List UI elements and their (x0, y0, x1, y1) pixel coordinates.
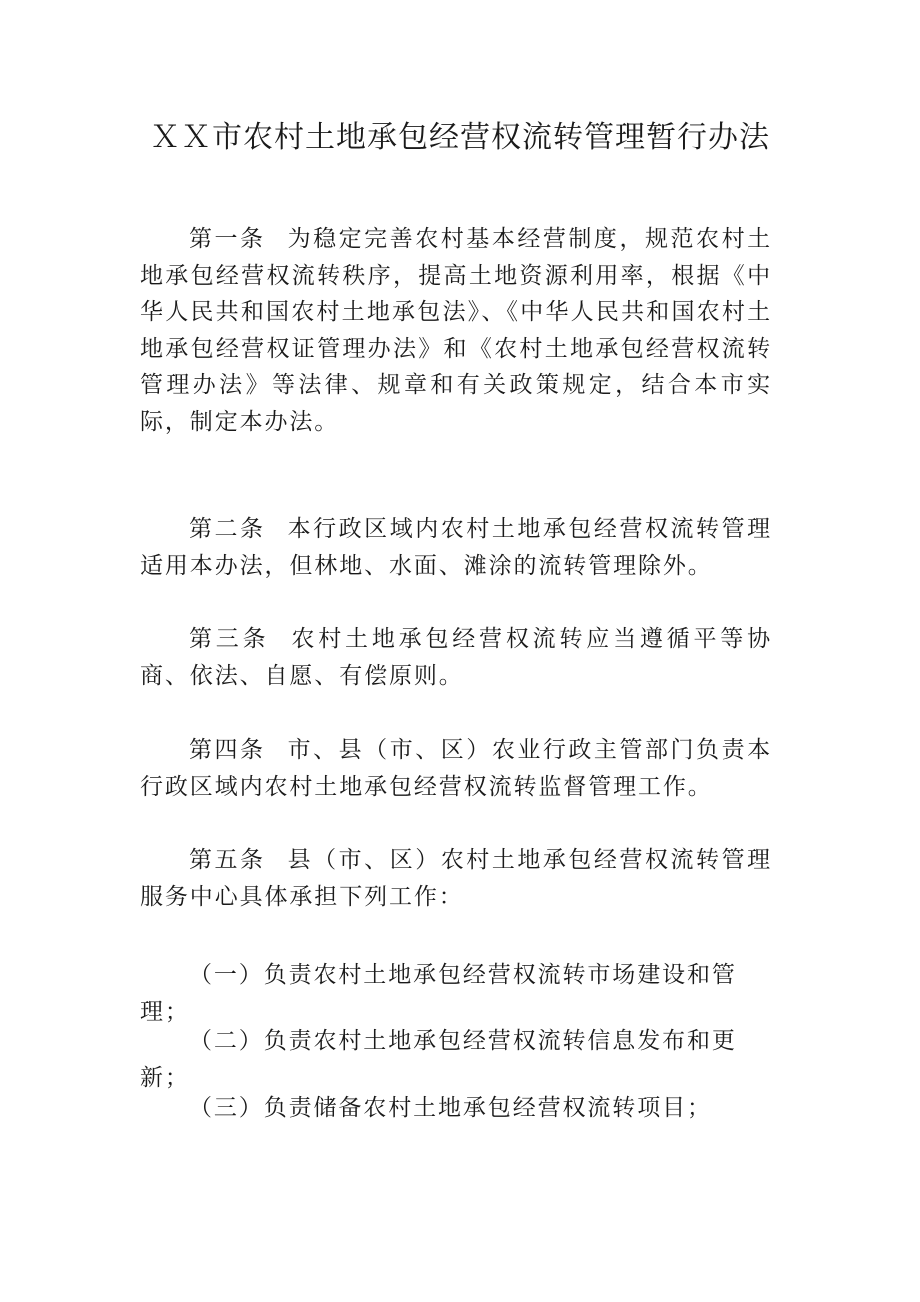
list-item: （三）负责储备农村土地承包经营权流转项目； (189, 1095, 712, 1121)
article-5 (140, 842, 772, 915)
article-1-text: 为稳定完善农村基本经营制度，规范农村土地承包经营权流转秩序，提高土地资源利用率，根据《中华人民共和国农村土地承包法》、《中华人民共和国农村土地承包经营权证管理办法》和《农村土地承包经营权流转管理办法》等法律、规章和有关政策规定，结合本市实际，制定本办法。 (140, 226, 772, 435)
document-title: ＸＸ市农村土地承包经营权流转管理暂行办法 (150, 120, 770, 155)
article-5-text: 县（市、区）农村土地承包经营权流转管理服务中心具体承担下列工作： (140, 847, 772, 910)
article-5-label: 第五条 (189, 847, 266, 873)
article-4-label: 第四条 (189, 737, 266, 763)
article-4 (140, 732, 772, 805)
article-4-text: 市、县（市、区）农业行政主管部门负责本行政区域内农村土地承包经营权流转监督管理工作。 (140, 737, 772, 800)
list-item: （一）负责农村土地承包经营权流转市场建设和管理； (140, 962, 737, 1025)
article-1-label: 第一条 (189, 226, 266, 252)
article-2 (140, 511, 772, 584)
article-3-text: 农村土地承包经营权流转应当遵循平等协商、依法、自愿、有偿原则。 (140, 626, 773, 689)
article-3-label: 第三条 (189, 626, 270, 652)
article-2-text: 本行政区域内农村土地承包经营权流转管理适用本办法，但林地、水面、滩涂的流转管理除外。 (140, 516, 772, 579)
article-1 (140, 221, 772, 440)
list-item: （二）负责农村土地承包经营权流转信息发布和更新； (140, 1028, 737, 1091)
article-2-label: 第二条 (189, 516, 266, 542)
article-3 (140, 621, 772, 694)
